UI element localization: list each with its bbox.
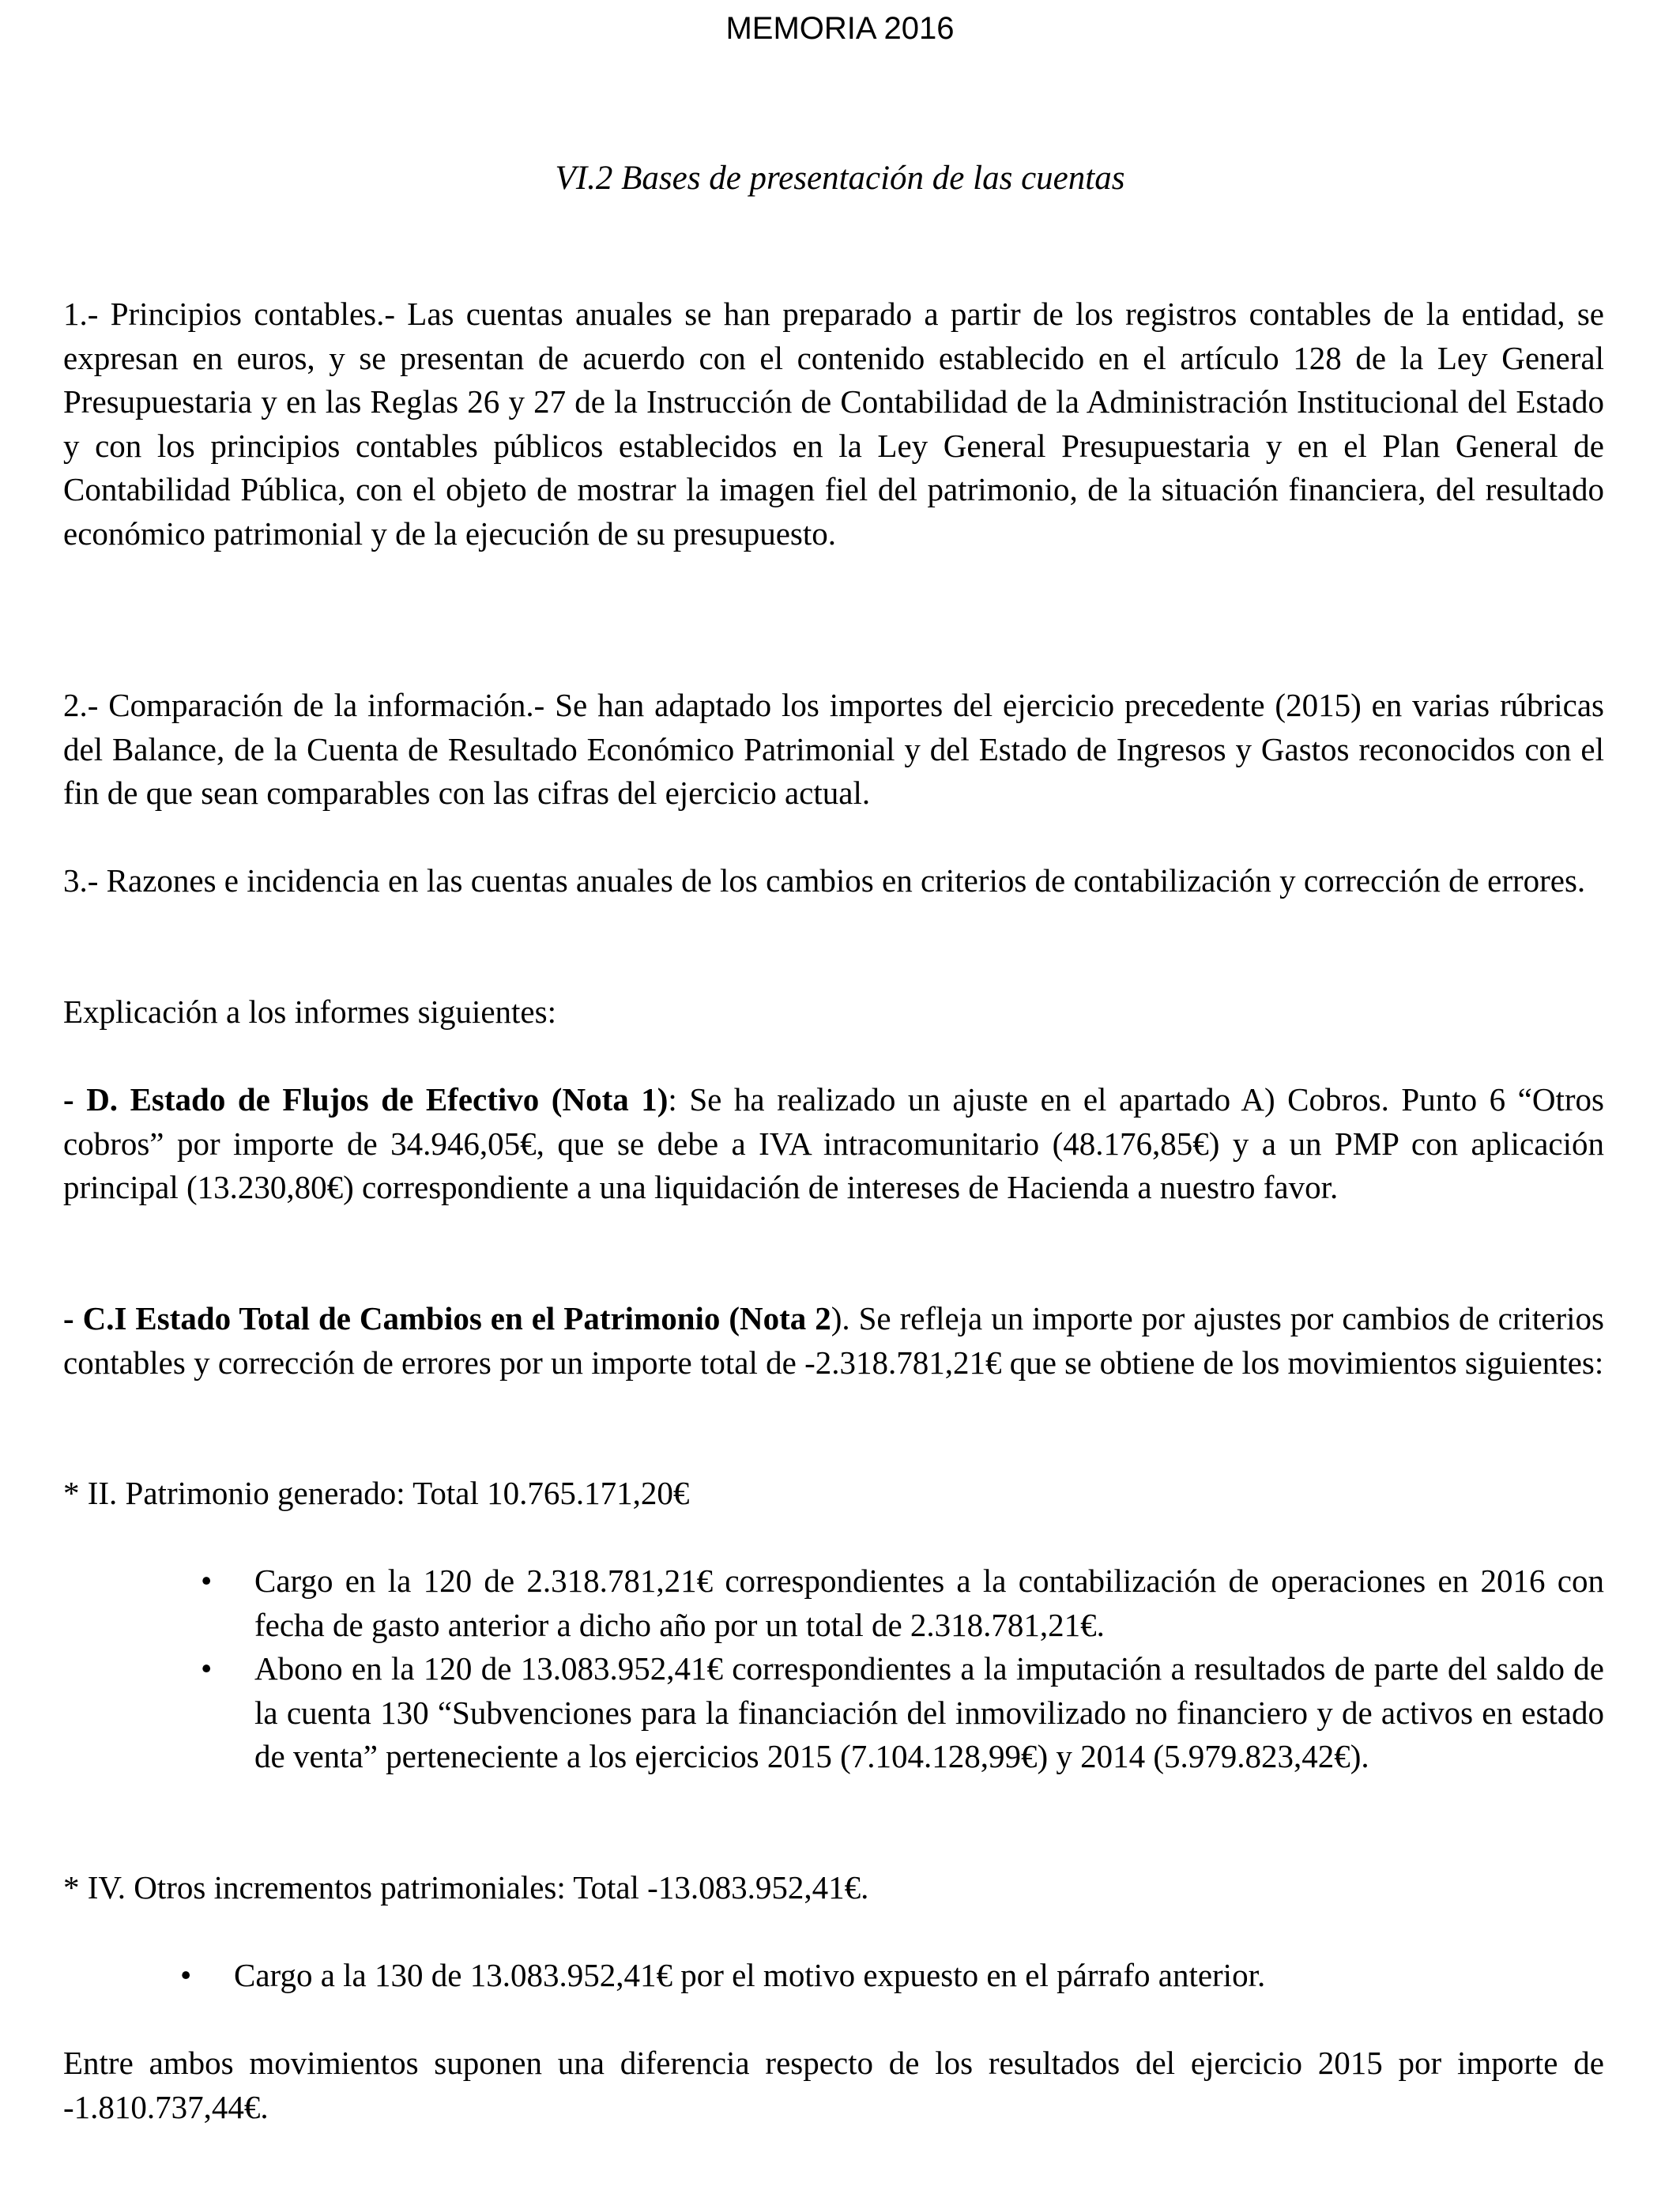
list-item-text: Abono en la 120 de 13.083.952,41€ correspondientes a la imputación a resultados de parte del saldo de la cuenta 130 “Subvenciones para la financiación del inmovilizado no financiero y de activos en estado de venta” perteneciente a los ejercicios 2015 (7.104.128,99€) y 2014 (5.979.823,42€). [254,1650,1604,1774]
paragraph-principios [63,292,1604,556]
paragraph-conclusion [63,2041,1604,2129]
paragraph-principios-text: 1.- Principios contables.- Las cuentas anuales se han preparado a partir de los registros contables de la entidad, se expresan en euros, y se presentan de acuerdo con el contenido establecido en el artículo 128 de la Ley General Presupuestaria y en las Reglas 26 y 27 de la Instrucción de Contabilidad de la Administración Institucional del Estado y con los principios contables públicos establecidos en la Ley General Presupuestaria y en el Plan General de Contabilidad Pública, con el objeto de mostrar la imagen fiel del patrimonio, de la situación financiera, del resultado económico patrimonial y de la ejecución de su presupuesto. [63,296,1604,552]
paragraph-flujos-efectivo [63,1078,1604,1210]
paragraph-patrimonio-generado-text: * II. Patrimonio generado: Total 10.765.171,20€ [63,1475,690,1511]
paragraph-comparacion-text: 2.- Comparación de la información.- Se han adaptado los importes del ejercicio precedente (2015) en varias rúbricas del Balance, de la Cuenta de Resultado Económico Patrimonial y del Estado de Ingresos y Gastos reconocidos con el fin de que sean comparables con las cifras del ejercicio actual. [63,687,1604,811]
paragraph-cambios-patrimonio-text [63,1297,1604,1385]
paragraph-otros-incrementos [63,1866,1604,1910]
section-title: VI.2 Bases de presentación de las cuentas [555,160,1125,197]
paragraph-explicacion [63,990,1604,1035]
paragraph-cambios-patrimonio [63,1297,1604,1385]
bullet-icon: • [180,1957,192,1993]
list-item-text: Cargo a la 130 de 13.083.952,41€ por el motivo expuesto en el párrafo anterior. [234,1957,1266,1993]
bullet-list-incrementos-items [180,1954,1604,1998]
bullet-icon: • [201,1563,213,1599]
list-item [180,1954,1604,1998]
paragraph-razones-text: 3.- Razones e incidencia en las cuentas anuales de los cambios en criterios de contabilización y corrección de errores. [63,862,1586,899]
bullet-list-incrementos [180,1954,1604,1998]
paragraph-explicacion-text: Explicación a los informes siguientes: [63,993,556,1030]
list-item-text: Cargo en la 120 de 2.318.781,21€ correspondientes a la contabilización de operaciones en 2016 con fecha de gasto anterior a dicho año por un total de 2.318.781,21€. [254,1563,1604,1643]
page-header: MEMORIA 2016 [725,11,955,46]
flujos-efectivo-heading: - D. Estado de Flujos de Efectivo (Nota 1) [63,1081,669,1118]
bullet-icon: • [201,1650,213,1687]
paragraph-patrimonio-generado [63,1472,1604,1516]
bullet-list-patrimonio-items [201,1559,1604,1779]
list-item [201,1559,1604,1647]
paragraph-conclusion-text: Entre ambos movimientos suponen una diferencia respecto de los resultados del ejercicio 2015 por importe de -1.810.737,44€. [63,2045,1604,2125]
paragraph-otros-incrementos-text: * IV. Otros incrementos patrimoniales: Total -13.083.952,41€. [63,1869,869,1906]
cambios-patrimonio-heading: - C.I Estado Total de Cambios en el Patrimonio (Nota 2 [63,1300,831,1336]
paragraph-razones [63,859,1604,903]
paragraph-flujos-efectivo-text [63,1078,1604,1210]
cambios-patrimonio-body: ). Se refleja un importe por ajustes por cambios de criterios contables y corrección de errores por un importe total de -2.318.781,21€ que se obtiene de los movimientos siguientes: [63,1300,1604,1381]
bullet-list-patrimonio [201,1559,1604,1779]
flujos-efectivo-body: : Se ha realizado un ajuste en el apartado A) Cobros. Punto 6 “Otros cobros” por importe de 34.946,05€, que se debe a IVA intracomunitario (48.176,85€) y a un PMP con aplicación principal (13.230,80€) correspondiente a una liquidación de intereses de Hacienda a nuestro favor. [63,1081,1604,1205]
paragraph-comparacion [63,684,1604,816]
list-item [201,1647,1604,1779]
